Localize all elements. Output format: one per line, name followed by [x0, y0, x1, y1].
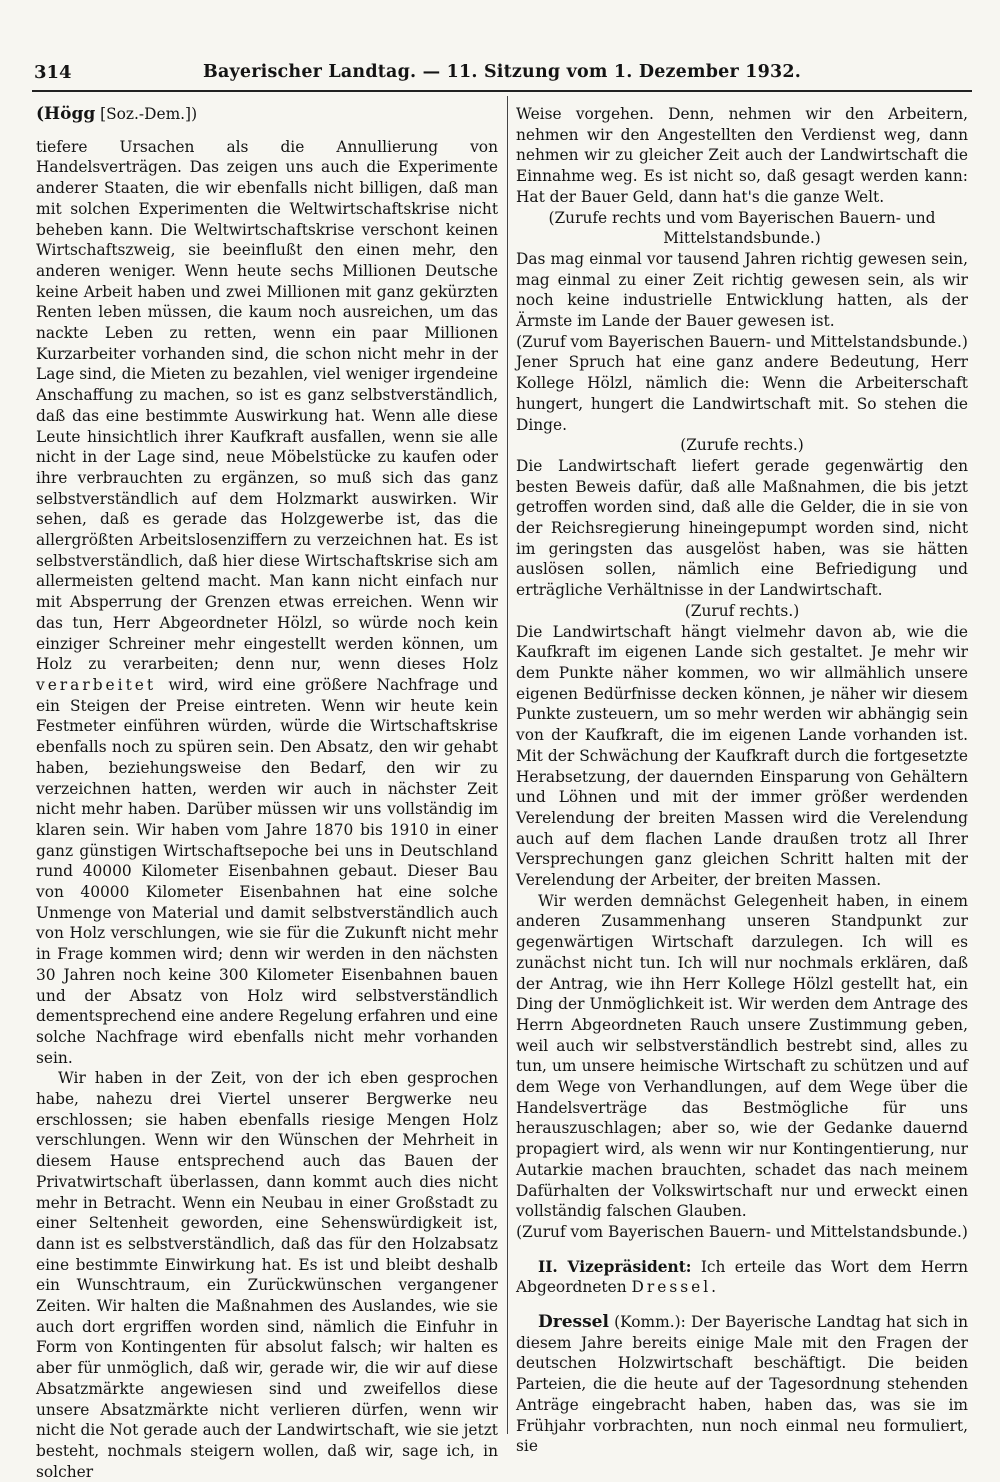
page-header [32, 56, 972, 92]
emphasized-text: verarbeitet [36, 675, 169, 694]
statement-text: Ich erteile das Wort dem Herrn Abgeordneten [516, 1257, 968, 1297]
paragraph: Wir werden demnächst Gelegenheit haben, in einem anderen Zusammenhang unseren Standpunkt zur gegenwärtigen Wirtschaft darzulegen. Ich will es zunächst nicht tun. Ich will nur nochmals erklären, daß der Antrag, wie ihn Herr Kollege Hölzl gestellt hat, ein Ding der Unmöglichkeit ist. Wir werden dem Antrage des Herrn Abgeordneten Rauch unsere Zustimmung geben, weil auch wir selbstverständlich bestrebt sind, alles zu tun, um unsere heimische Wirtschaft zu schützen und auf dem Wege von Verhandlungen, auf dem Wege über die Handelsverträge das Bestmögliche für uns herauszuschlagen; aber so, wie der Gedanke dauernd propagiert wird, als wenn wir nur Kontingentierung, nur Autarkie machen brauchten, schadet das nach meinem Dafürhalten der Volkswirtschaft nur und erweckt einen vollständig falschen Glauben. [516, 891, 968, 1221]
paragraph: Die Landwirtschaft hängt vielmehr davon ab, wie die Kaufkraft im eigenen Lande sich gestaltet. Je mehr wir dem Punkte näher kommen, wo wir allmählich unsere eigenen Bedürfnisse decken können, je näher wir diesem Punkte zusteuern, um so mehr werden wir abhängig sein von der Kaufkraft, die im eigenen Lande vorhanden ist. Mit der Schwächung der Kaufkraft durch die fortgesetzte Herabsetzung, der dauernden Einsparung von Gehältern und Löhnen und mit der immer größer werdenden Verelendung der breiten Massen wird die Verelendung auch auf dem flachen Lande draußen trotz all Ihrer Versprechungen ganz gleichen Schritt halten mit der Verelendung der Arbeiter, der breiten Massen. [516, 622, 968, 890]
paragraph: Wir haben in der Zeit, von der ich eben gesprochen habe, nahezu drei Viertel unserer Bergwerke neu erschlossen; sie haben ebenfalls riesige Mengen Holz verschlungen. Wenn wir den Wünschen der Mehrheit in diesem Hause entsprechend auch das Bauen der Privatwirtschaft überlassen, dann kommt auch dies nicht mehr in Betracht. Wenn ein Neubau in einer Großstadt zu einer Seltenheit geworden, eine Sehenswürdigkeit ist, dann ist es selbstverständlich, daß das für den Holzabsatz eine bestimmte Einwirkung hat. Es ist und bleibt deshalb ein Wunschtraum, ein Zurückwünschen vergangener Zeiten. Wir halten die Maßnahmen des Auslandes, wie sie auch dort ergriffen worden sind, nämlich die Einfuhr in Form von Kontingenten für absolut falsch; wir halten es aber für unmöglich, daß wir, gerade wir, die wir auf diese Absatzmärkte angewiesen sind und zweifellos diese unsere Absatzmärkte nicht verlieren dürfen, wenn wir nicht die Not gerade auch der Landwirtschaft, wie sie jetzt besteht, nochmals steigern wollen, daß wir, sage ich, in solcher [36, 1069, 498, 1481]
page-number: 314 [34, 62, 72, 83]
paragraph: Das mag einmal vor tausend Jahren richtig gewesen sein, mag einmal zu einer Zeit richtig gewesen sein, als wir noch keine industrielle Entwicklung hatten, als der Ärmste im Lande der Bauer gewesen ist. [516, 249, 968, 331]
interjection: (Zuruf vom Bayerischen Bauern- und Mittelstandsbunde.) [516, 332, 968, 351]
speaker-heading [36, 104, 498, 125]
paragraph: Weise vorgehen. Denn, nehmen wir den Arbeitern, nehmen wir den Angestellten den Verdienst weg, dann nehmen wir zu gleicher Zeit auch der Landwirtschaft die Einnahme weg. Es ist nicht so, daß gesagt werden kann: Hat der Bauer Geld, dann hat's die ganze Welt. [516, 105, 968, 206]
paragraph-text: wird, wird eine größere Nachfrage und ein Steigen der Preise eintreten. Wenn wir heute kein Festmeter einführen würden, würde die Wirtschaftskrise ebenfalls noch zu spüren sein. Den Absatz, den wir gehabt haben, beziehungsweise den Bedarf, den wir zu verzeichnen hatten, werden wir auch in nächster Zeit nicht mehr haben. Darüber müssen wir uns vollständig im klaren sein. Wir haben vom Jahre 1870 bis 1910 in einer ganz günstigen Wirtschaftsepoche bei uns in Deutschland rund 40000 Kilometer Eisenbahnen gebaut. Dieser Bau von 40000 Kilometer Eisenbahnen hat eine solche Unmenge von Material und damit selbstverständlich auch von Holz verschlungen, wie sie für die Zukunft nicht mehr in Frage kommen wird; denn wir werden in den nächsten 30 Jahren noch keine 300 Kilometer Eisenbahnen bauen und der Absatz von Holz wird selbstverständlich dementsprechend eine andere Regelung erfahren und eine solche Nachfrage wird ebenfalls nicht mehr vorhanden sein. [36, 675, 498, 1067]
speaker-name: (Högg [36, 104, 96, 124]
interjection: (Zurufe rechts.) [680, 436, 804, 455]
emphasized-name: Dressel. [631, 1278, 720, 1297]
statement-text: (Komm.): Der Bayerische Landtag hat sich in diesem Jahre bereits einige Male mit den Fragen der deutschen Holzwirtschaft beschäftigt. Die beiden Parteien, die die heute auf der Tagesordnung stehenden Anträge eingebracht haben, haben das, was sie im Frühjahr vorbrachten, nun noch einmal neu formuliert, sie [516, 1313, 968, 1456]
column-divider [507, 96, 508, 1434]
paragraph [36, 137, 498, 1069]
speaker-party: [Soz.-Dem.]) [95, 105, 198, 123]
paragraph: Die Landwirtschaft liefert gerade gegenwärtig den besten Beweis dafür, daß alle Maßnahmen, die bis jetzt getroffen worden sind, daß alle die Gelder, die in sie von der Reichsregierung hineingepumpt worden sind, nicht im geringsten das ausgelöst haben, was sie hätten auslösen sollen, nämlich eine Befriedigung und erträgliche Verhältnisse in der Landwirtschaft. [516, 456, 968, 600]
interjection: (Zuruf vom Bayerischen Bauern- und Mittelstandsbunde.) [516, 1222, 968, 1241]
interjection: (Zurufe rechts und vom Bayerischen Bauern- und Mittelstandsbunde.) [548, 208, 936, 248]
speaker-name: Dressel [538, 1312, 609, 1333]
speaker-name: II. Vizepräsident: [538, 1257, 692, 1276]
running-title: Bayerischer Landtag. — 11. Sitzung vom 1. Dezember 1932. [202, 62, 802, 82]
interjection: (Zuruf rechts.) [684, 601, 800, 620]
vice-president-statement [516, 1257, 968, 1298]
left-column [36, 104, 498, 1482]
right-column [516, 104, 968, 1457]
paragraph: Jener Spruch hat eine ganz andere Bedeutung, Herr Kollege Hölzl, nämlich die: Wenn die Arbeiterschaft hungert, hungert die Landwirtschaft mit. So stehen die Dinge. [516, 353, 968, 434]
paragraph-text: tiefere Ursachen als die Annullierung von Handelsverträgen. Das zeigen uns auch die Experimente anderer Staaten, die wir ebenfalls nicht billigen, daß man mit solchen Experimenten die Weltwirtschaftskrise nicht beheben kann. Die Weltwirtschaftskrise verschont keinen Wirtschaftszweig, sie beeinflußt den einen mehr, den anderen weniger. Wenn heute sechs Millionen Deutsche keine Arbeit haben und zwei Millionen mit ganz gekürzten Renten leben müssen, die kaum noch ausreichen, um das nackte Leben zu retten, wenn ein paar Millionen Kurzarbeiter vorhanden sind, die schon nicht mehr in der Lage sind, die Mieten zu bezahlen, viel weniger irgendeine Anschaffung zu machen, so ist es ganz selbstverständlich, daß das eine bestimmte Auswirkung hat. Wenn alle diese Leute hinsichtlich ihrer Kaufkraft ausfallen, wenn sie alle nicht in der Lage sind, neue Möbelstücke zu kaufen oder ihre verbrauchten zu ergänzen, so muß sich das ganz selbstverständlich auf dem Holzmarkt auswirken. Wir sehen, daß es gerade das Holzgewerbe ist, das die allergrößten Arbeitslosenziffern zu verzeichnen hat. Es ist selbstverständlich, daß hier diese Wirtschaftskrise sich am allermeisten geltend macht. Man kann nicht einfach nur mit Absperrung der Grenzen etwas erreichen. Wenn wir das tun, Herr Abgeordneter Hölzl, so würde noch kein einziger Schreiner mehr eingestellt werden können, um Holz zu verarbeiten; denn nur, wenn dieses Holz [36, 137, 498, 674]
speaker-statement [516, 1312, 968, 1457]
